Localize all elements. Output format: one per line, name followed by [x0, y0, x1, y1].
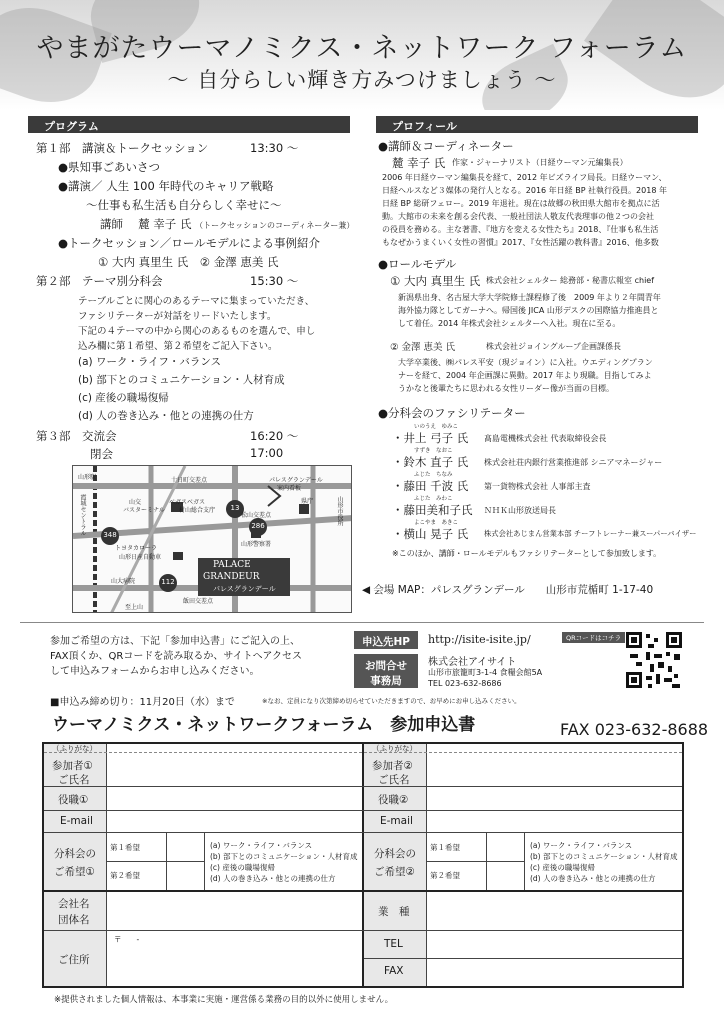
fax-label: FAX: [384, 965, 404, 977]
program-bar: プログラム: [28, 116, 350, 133]
option-item: (c) 産後の職場復帰: [210, 863, 275, 872]
email-label: E-mail: [60, 815, 93, 827]
facilitator-name: ・横山 晃子 氏: [392, 527, 469, 541]
map-label: 村山総合支庁: [179, 507, 216, 514]
part3-label: 第３部 交流会: [36, 429, 117, 443]
greeting-item: [58, 159, 160, 175]
talk-text: トークセッション／ロールモデルによる事例紹介: [68, 236, 321, 250]
coordinator-bio-line: 動。大館市の未来を創る会代表、一般社団法人敬友代表理事の他２つの会社: [382, 212, 654, 221]
tel-field[interactable]: [427, 931, 682, 958]
rolemodel-heading: [378, 256, 456, 272]
route-348-label: 348: [103, 531, 117, 539]
company-label: 会社名: [58, 898, 90, 910]
part2-label: 第２部 テーマ別分科会: [36, 274, 163, 288]
divider: [44, 832, 682, 833]
facilitator-name: ・井上 弓子 氏: [392, 431, 469, 445]
lecturer-prefix: 講師: [100, 217, 123, 231]
facilitator-ruby: いのうえ ゆみこ: [414, 424, 459, 430]
facilitator-ruby: すずき なおこ: [414, 448, 453, 454]
option-item: (d) 人の巻き込み・他との連携の仕方: [530, 874, 656, 883]
facilitator-name-text: 鈴木 直子 氏: [403, 455, 469, 469]
application-form: [42, 742, 684, 988]
map-label: 県庁: [301, 498, 314, 505]
inquiry-label-line: 事務局: [370, 675, 402, 687]
venue-map: [72, 465, 352, 613]
qr-code-graphic: [626, 632, 682, 688]
greeting-text: 県知事ごあいさつ: [68, 160, 161, 174]
post2-field[interactable]: [427, 787, 682, 810]
theme-item: (b) 部下とのコミュニケーション・人材育成: [78, 374, 285, 386]
page-title: やまがたウーマノミクス・ネットワーク フォーラム: [36, 33, 688, 64]
lecturer-line: [100, 216, 354, 232]
participant1-name-field[interactable]: [107, 753, 362, 786]
qr-label: QRコードはコチラ: [562, 632, 625, 643]
rolemodel1-bio-line: 新潟県出身、名古屋大学大学院修士課程修了後 2009 年より２年間青年: [398, 293, 661, 302]
option-item: (a) ワーク・ライフ・バランス: [530, 841, 633, 850]
post2-label: 役職②: [378, 794, 409, 806]
map-label: 松山交差点: [241, 512, 272, 519]
map-label: ベガスベガス: [169, 499, 206, 506]
facilitator-ruby: ふじた ちなみ: [414, 472, 453, 478]
rolemodel2-title: 株式会社ジョイングループ企画課係長: [486, 342, 622, 351]
option-item: (b) 部下とのコミュニケーション・人材育成: [210, 852, 358, 861]
session2-label: 分科会の: [374, 848, 416, 860]
rolemodel2-bio-line: 大学卒業後、㈱パレス平安（現ジョイン）に入社。ウエディングプラン: [398, 358, 653, 367]
map-label: 案内看板: [277, 485, 302, 492]
participant1-label: 参加者①: [52, 760, 93, 772]
lecture-subtitle: 〜仕事も私生活も自分らしく幸せに〜: [86, 198, 282, 212]
closing-time: 17:00: [250, 446, 284, 460]
map-label: バスターミナル: [123, 507, 165, 514]
facilitator-org: 髙島電機株式会社 代表取締役会長: [484, 434, 607, 443]
divider: [20, 622, 704, 623]
coordinator-heading-text: 講師＆コーディネーター: [388, 139, 514, 153]
facilitator-name: ・鈴木 直子 氏: [392, 455, 469, 469]
route-112: [159, 574, 177, 592]
fax-field[interactable]: [427, 959, 682, 986]
option-item: (c) 産後の職場復帰: [530, 863, 595, 872]
lecture-item: [58, 178, 273, 194]
inquiry-label-line: お問合せ: [365, 660, 407, 672]
industry-field[interactable]: [427, 891, 682, 930]
facilitator-name-text: 横山 晃子 氏: [403, 527, 469, 541]
participant2-name-field[interactable]: [427, 753, 682, 786]
rolemodel1-bio-line: 海外協力隊としてガーナへ。帰国後 JICA 山形デスクの国際協力推進員と: [398, 306, 659, 315]
company-name: 株式会社アイサイト: [428, 657, 517, 668]
route-286: [249, 518, 267, 536]
facilitator-org: 第一貨物株式会社 人事部主査: [484, 482, 591, 491]
part2-time: 15:30 〜: [250, 274, 299, 288]
contact-intro-line: 参加ご希望の方は、下記「参加申込書」にご記入の上、: [50, 636, 300, 647]
industry-label: 業 種: [378, 906, 410, 918]
divider: [362, 744, 364, 986]
facilitator-note: ※このほか、講師・ロールモデルもファシリテーターとして参加致します。: [392, 549, 662, 558]
privacy-footer: ※提供されました個人情報は、本事業に実施・運営係る業務の目的以外に使用しません。: [54, 995, 394, 1005]
closing-label: 閉会: [90, 447, 113, 461]
map-label: トヨタカローラ: [115, 545, 158, 552]
talk-item: [58, 235, 320, 251]
facilitator-ruby: ふじた みわこ: [414, 496, 453, 502]
coordinator-bio-line: 日経 BP 総研フェロー。2019 年退社。現在は故郷の秋田県大館市を拠点に活: [382, 199, 660, 208]
facilitator-name: ・藤田 千波 氏: [392, 479, 469, 493]
email-label: E-mail: [380, 815, 413, 827]
map-label: パレスグランデール: [269, 477, 323, 484]
choice2-field[interactable]: [487, 862, 524, 890]
contact-intro-line: FAX頂くか、QRコードを読み取るか、サイトへアクセス: [50, 651, 303, 662]
talk-people: ① 大内 真里生 氏 ② 金澤 恵美 氏: [98, 255, 279, 269]
deadline-note: ※なお、定員になり次第締め切らせていただきますので、お早めにお申し込みください。: [262, 697, 521, 705]
address-field[interactable]: [107, 931, 362, 986]
arrow-left-icon: ◀: [362, 584, 371, 596]
company-tel: TEL 023-632-8686: [428, 679, 502, 688]
company-address: 山形市旅籠町3-1-4 食糧会館5A: [428, 668, 543, 677]
coordinator-heading: [378, 138, 514, 154]
part3-time: 16:20 〜: [250, 429, 299, 443]
map-label: 十日町交差点: [171, 477, 208, 484]
map-label: 山形市役所: [336, 496, 343, 526]
map-label: 山形駅: [78, 474, 97, 481]
map-label: 飯田交差点: [183, 598, 214, 605]
map-label: 山大病院: [111, 578, 136, 585]
option-item: (d) 人の巻き込み・他との連携の仕方: [210, 874, 336, 883]
tel-label: TEL: [384, 938, 403, 950]
session1-label: 分科会の: [54, 848, 96, 860]
map-label: 山形日産自動車: [119, 554, 162, 561]
furigana-label: （ふりがな）: [372, 744, 417, 753]
post1-field[interactable]: [107, 787, 362, 810]
coordinator-bio-line: 日経ヘルスなど３媒体の発行人となる。2016 年日経 BP 社執行役員。2018 年: [382, 186, 667, 195]
session2-label2: ご希望②: [374, 866, 415, 878]
rolemodel-heading-text: ロールモデル: [388, 257, 457, 271]
rolemodel2-bio-line: ナーを経て、2004 年企画課に異動。2017 年より現職。目指してみよ: [398, 371, 652, 380]
choice1-label: 第１希望: [110, 843, 140, 852]
deadline: ■申込み締め切り：11月20日（水）まで: [50, 697, 235, 708]
part2-desc-line: ファシリテーターが対話をリードいたします。: [78, 311, 277, 322]
theme-item: (c) 産後の職場復帰: [78, 392, 169, 404]
furigana-label: （ふりがな）: [52, 744, 97, 753]
choice1-field[interactable]: [167, 833, 204, 861]
choice2-label: 第２希望: [430, 871, 460, 880]
choice2-label: 第２希望: [110, 871, 140, 880]
form-title: ウーマノミクス・ネットワークフォーラム 参加申込書: [52, 715, 476, 735]
name-label: ご氏名: [378, 774, 410, 786]
map-label: 霞城セントラル: [79, 494, 86, 536]
venue-name-jp: パレスグランデール: [213, 585, 276, 593]
option-item: (b) 部下とのコミュニケーション・人材育成: [530, 852, 678, 861]
rolemodel1-name: ① 大内 真里生 氏: [390, 274, 481, 288]
facilitator-name-text: 藤田美和子氏: [403, 503, 473, 517]
venue-name-en: PALACE: [213, 560, 251, 570]
email2-field[interactable]: [427, 811, 682, 832]
email1-field[interactable]: [107, 811, 362, 832]
rolemodel1-title: 株式会社シェルター 総務部・秘書広報室 chief: [486, 276, 655, 285]
lecturer-note: （トークセッションのコーディネーター兼）: [195, 221, 355, 230]
rolemodel2-bio-line: うかなと後輩たちに思われる女性リーダー像が当面の目標。: [398, 384, 614, 393]
contact-intro-line: して申込みフォームからお申し込みください。: [50, 666, 260, 677]
inquiry-label: [354, 654, 418, 688]
coordinator-title: 作家・ジャーナリスト（日経ウーマン元編集長）: [452, 158, 628, 167]
facilitator-heading: [378, 405, 526, 421]
choice1-field[interactable]: [487, 833, 524, 861]
map-label: 至上山: [125, 604, 144, 611]
postal-label: 〒 -: [114, 935, 140, 944]
route-13-label: 13: [230, 504, 240, 512]
part1-label: 第１部 講演＆トークセッション: [36, 141, 209, 155]
map-caption-text: 会場 MAP：パレスグランデール 山形市荒楯町 1-17-40: [373, 584, 654, 596]
facilitator-name: ・藤田美和子氏: [392, 503, 473, 517]
profile-bar: プロフィール: [376, 116, 698, 133]
header-banner: [0, 0, 724, 110]
route-286-label: 286: [251, 522, 265, 530]
part1-time: 13:30 〜: [250, 141, 299, 155]
facilitator-org: ＮＨＫ山形放送局長: [484, 506, 556, 515]
part2-desc-line: テーブルごとに関心のあるテーマに集まっていただき、: [78, 296, 315, 307]
divider: [204, 832, 205, 890]
facilitator-org: 株式会社あじまん営業本部 チーフトレーナー兼スーパーバイザー: [484, 529, 697, 538]
apply-url[interactable]: http://isite-isite.jp/: [428, 633, 531, 646]
part2-desc-line: 込み欄に第１希望、第２希望をご記入下さい。: [78, 341, 278, 352]
choice1-label: 第１希望: [430, 843, 460, 852]
page-subtitle: 〜 自分らしい輝き方みつけましょう 〜: [167, 68, 557, 92]
coordinator-bio-line: もなぜかうまくいく女性の習慣』2017、『女性活躍の教科書』2016、他多数: [382, 238, 659, 247]
map-caption: [362, 582, 653, 597]
participant2-label: 参加者②: [372, 760, 413, 772]
qr-code[interactable]: [626, 632, 682, 688]
part2-desc-line: 下記の４テーマの中から関心のあるものを選んで、申し: [78, 326, 316, 337]
option-item: (a) ワーク・ライフ・バランス: [210, 841, 313, 850]
rolemodel2-name: ② 金澤 恵美 氏: [390, 342, 456, 353]
theme-item: (a) ワーク・ライフ・バランス: [78, 356, 222, 368]
map-label: 山交: [129, 499, 142, 506]
coordinator-bio-line: の役員を務める。主な著書、『地方を変える女性たち』2018、『仕事も私生活: [382, 225, 659, 234]
facilitator-name-text: 藤田 千波 氏: [403, 479, 469, 493]
post1-label: 役職①: [58, 794, 89, 806]
choice2-field[interactable]: [167, 862, 204, 890]
apply-hp-label: 申込先HP: [354, 631, 418, 649]
venue-name-en: GRANDEUR: [203, 572, 260, 582]
session1-label2: ご希望①: [54, 866, 95, 878]
lecturer-name: 麓 幸子 氏: [138, 217, 192, 231]
divider: [524, 832, 525, 890]
route-112-label: 112: [161, 578, 175, 586]
theme-item: (d) 人の巻き込み・他との連携の仕方: [78, 410, 254, 422]
name-label: ご氏名: [58, 774, 90, 786]
rolemodel1-bio-line: して着任。2014 年株式会社シェルターへ入社。現在に至る。: [398, 319, 621, 328]
facilitator-ruby: よこやま あきこ: [414, 520, 459, 526]
coordinator-name: 麓 幸子 氏: [392, 156, 446, 170]
coordinator-bio-line: 2006 年日経ウーマン編集長を経て、2012 年ビズライフ局長。日経ウーマン、: [382, 173, 667, 182]
company-field[interactable]: [107, 891, 362, 930]
map-label: 山形警察署: [241, 541, 272, 548]
address-label: ご住所: [58, 954, 90, 966]
facilitator-heading-text: 分科会のファシリテーター: [388, 406, 526, 420]
form-fax: FAX 023-632-8688: [560, 720, 709, 739]
facilitator-org: 株式会社荘内銀行営業推進部 シニアマネージャー: [484, 458, 663, 467]
lecture-text: 講演／ 人生 100 年時代のキャリア戦略: [68, 179, 274, 193]
company-label2: 団体名: [58, 914, 90, 926]
facilitator-name-text: 井上 弓子 氏: [403, 431, 469, 445]
